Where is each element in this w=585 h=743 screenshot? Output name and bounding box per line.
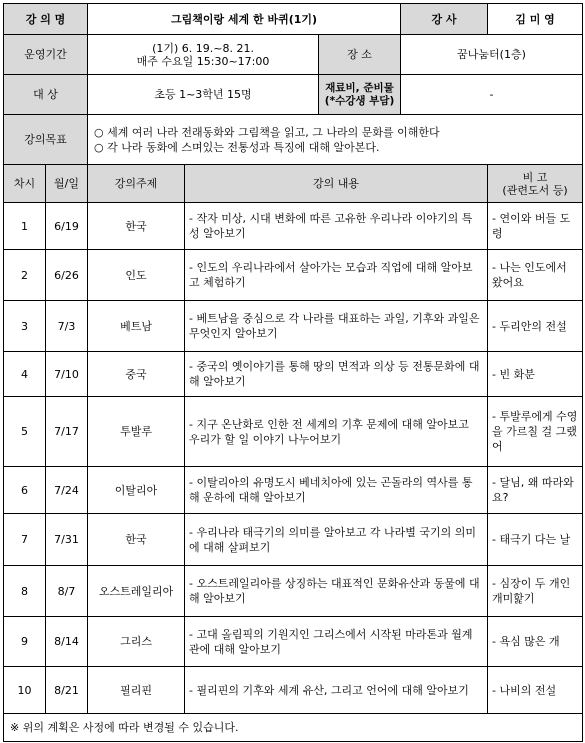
row-note-text: 두리안의 전설 xyxy=(499,319,567,333)
fee-label xyxy=(319,75,401,115)
row-topic: 이탈리아 xyxy=(88,467,185,514)
row-note-text: 나비의 전설 xyxy=(499,683,557,697)
col-content: 강의 내용 xyxy=(185,165,488,203)
row-no: 4 xyxy=(4,352,46,397)
row-note-text: 욕심 많은 개 xyxy=(499,635,560,648)
row-content xyxy=(185,566,488,617)
row-content-text: 인도의 우리나라에서 살아가는 모습과 직업에 대해 알아보고 체험하기 xyxy=(189,261,473,289)
row-topic: 오스트레일리아 xyxy=(88,566,185,617)
period-value xyxy=(88,35,319,75)
row-content-text: 이탈리아의 유명도시 베네치아에 있는 곤돌라의 역사를 통해 운하에 대해 알아보기 xyxy=(189,476,473,504)
row-topic: 필리핀 xyxy=(88,667,185,714)
target-label: 대 상 xyxy=(4,75,88,115)
row-note-text: 달님, 왜 따라와요? xyxy=(492,476,574,504)
place-label: 장 소 xyxy=(319,35,401,75)
table-row xyxy=(4,617,583,667)
goals-label: 강의목표 xyxy=(4,115,88,165)
row-content-text: 베트남을 중심으로 각 나라를 대표하는 과일, 기후와 과일은 무엇인지 알아보기 xyxy=(189,312,480,340)
row-no: 6 xyxy=(4,467,46,514)
lecture-name-label: 강 의 명 xyxy=(4,4,88,35)
row-note-text: 빈 화분 xyxy=(499,367,535,381)
row-content-text: 고대 올림픽의 기원지인 그리스에서 시작된 마라톤과 월계관에 대해 알아보기 xyxy=(189,627,473,656)
row-content-text: 우리나라 태극기의 의미를 알아보고 각 나라별 국기의 의미에 대해 살펴보기 xyxy=(189,525,476,554)
period-label: 운영기간 xyxy=(4,35,88,75)
table-row xyxy=(4,203,583,250)
row-note xyxy=(488,301,583,352)
lecture-name: 그림책이랑 세계 한 바퀴(1기) xyxy=(88,4,401,35)
row-content xyxy=(185,352,488,397)
lecture-plan-table xyxy=(3,3,583,742)
row-topic: 한국 xyxy=(88,514,185,566)
row-no: 2 xyxy=(4,250,46,301)
row-content-text: 작자 미상, 시대 변화에 따른 고유한 우리나라 이야기의 특성 알아보기 xyxy=(189,212,473,240)
period-row xyxy=(4,35,583,75)
row-date: 7/31 xyxy=(46,514,88,566)
row-content xyxy=(185,617,488,667)
row-content-text: 중국의 옛이야기를 통해 땅의 면적과 의상 등 전통문화에 대해 알아보기 xyxy=(189,360,480,388)
period-line2: 매주 수요일 15:30~17:00 xyxy=(136,54,270,68)
row-date: 7/3 xyxy=(46,301,88,352)
footer-row xyxy=(4,714,583,742)
row-content xyxy=(185,250,488,301)
col-note-line2: (관련도서 등) xyxy=(502,183,568,197)
row-no: 3 xyxy=(4,301,46,352)
row-no: 5 xyxy=(4,397,46,467)
table-row xyxy=(4,514,583,566)
row-topic: 베트남 xyxy=(88,301,185,352)
row-date: 8/14 xyxy=(46,617,88,667)
place-value: 꿈나눔터(1층) xyxy=(401,35,583,75)
goal-item: ○ 세계 여러 나라 전래동화와 그림책을 읽고, 그 나라의 문화를 이해한다 xyxy=(94,125,579,140)
row-date: 8/21 xyxy=(46,667,88,714)
goal-item: ○ 각 나라 동화에 스며있는 전통성과 특징에 대해 알아본다. xyxy=(94,140,579,155)
target-value: 초등 1~3학년 15명 xyxy=(88,75,319,115)
row-content-text: 오스트레일리아를 상징하는 대표적인 문화유산과 동물에 대해 알아보기 xyxy=(189,577,480,605)
header-row xyxy=(4,4,583,35)
row-note xyxy=(488,397,583,467)
row-note-text: 나는 인도에서 왔어요 xyxy=(492,261,567,289)
goals-row xyxy=(4,115,583,165)
row-date: 6/19 xyxy=(46,203,88,250)
row-note xyxy=(488,566,583,617)
row-no: 9 xyxy=(4,617,46,667)
row-date: 6/26 xyxy=(46,250,88,301)
column-header-row xyxy=(4,165,583,203)
row-date: 7/10 xyxy=(46,352,88,397)
col-session: 차시 xyxy=(4,165,46,203)
row-note xyxy=(488,352,583,397)
row-content xyxy=(185,514,488,566)
row-content xyxy=(185,397,488,467)
row-no: 8 xyxy=(4,566,46,617)
row-content xyxy=(185,467,488,514)
row-note xyxy=(488,467,583,514)
col-date: 월/일 xyxy=(46,165,88,203)
row-note xyxy=(488,617,583,667)
row-topic: 중국 xyxy=(88,352,185,397)
row-note xyxy=(488,203,583,250)
col-note xyxy=(488,165,583,203)
table-row xyxy=(4,352,583,397)
row-note-text: 투발루에게 수영을 가르칠 걸 그랬어 xyxy=(492,410,578,453)
row-content-text: 필리핀의 기후와 세계 유산, 그리고 언어에 대해 알아보기 xyxy=(196,683,469,697)
table-row xyxy=(4,467,583,514)
row-date: 7/24 xyxy=(46,467,88,514)
footer-note: ※ 위의 계획은 사정에 따라 변경될 수 있습니다. xyxy=(4,714,583,742)
fee-label-line2: (*수강생 부담) xyxy=(324,94,395,107)
row-topic: 그리스 xyxy=(88,617,185,667)
period-line1: (1기) 6. 19.~8. 21. xyxy=(152,41,254,55)
fee-value: - xyxy=(401,75,583,115)
row-content xyxy=(185,203,488,250)
row-content xyxy=(185,667,488,714)
row-no: 10 xyxy=(4,667,46,714)
row-date: 8/7 xyxy=(46,566,88,617)
instructor-name: 김 미 영 xyxy=(488,4,583,35)
row-topic: 인도 xyxy=(88,250,185,301)
table-row xyxy=(4,250,583,301)
fee-label-line1: 재료비, 준비물 xyxy=(325,81,394,94)
goals-list xyxy=(88,115,583,165)
table-row xyxy=(4,301,583,352)
row-no: 7 xyxy=(4,514,46,566)
table-row xyxy=(4,397,583,467)
target-row xyxy=(4,75,583,115)
col-note-line1: 비 고 xyxy=(522,170,548,184)
row-no: 1 xyxy=(4,203,46,250)
row-note xyxy=(488,667,583,714)
row-date: 7/17 xyxy=(46,397,88,467)
table-row xyxy=(4,566,583,617)
row-note xyxy=(488,514,583,566)
table-row xyxy=(4,667,583,714)
row-note-text: 심장이 두 개인 개미핥기 xyxy=(492,577,571,605)
col-topic: 강의주제 xyxy=(88,165,185,203)
row-note xyxy=(488,250,583,301)
instructor-label: 강 사 xyxy=(401,4,488,35)
row-note-text: 연이와 버들 도령 xyxy=(492,212,571,240)
row-topic: 한국 xyxy=(88,203,185,250)
row-topic: 투발루 xyxy=(88,397,185,467)
row-note-text: 태극기 다는 날 xyxy=(499,533,571,546)
row-content xyxy=(185,301,488,352)
row-content-text: 지구 온난화로 인한 전 세계의 기후 문제에 대해 알아보고 우리가 할 일 이야기 나누어보기 xyxy=(189,417,469,446)
